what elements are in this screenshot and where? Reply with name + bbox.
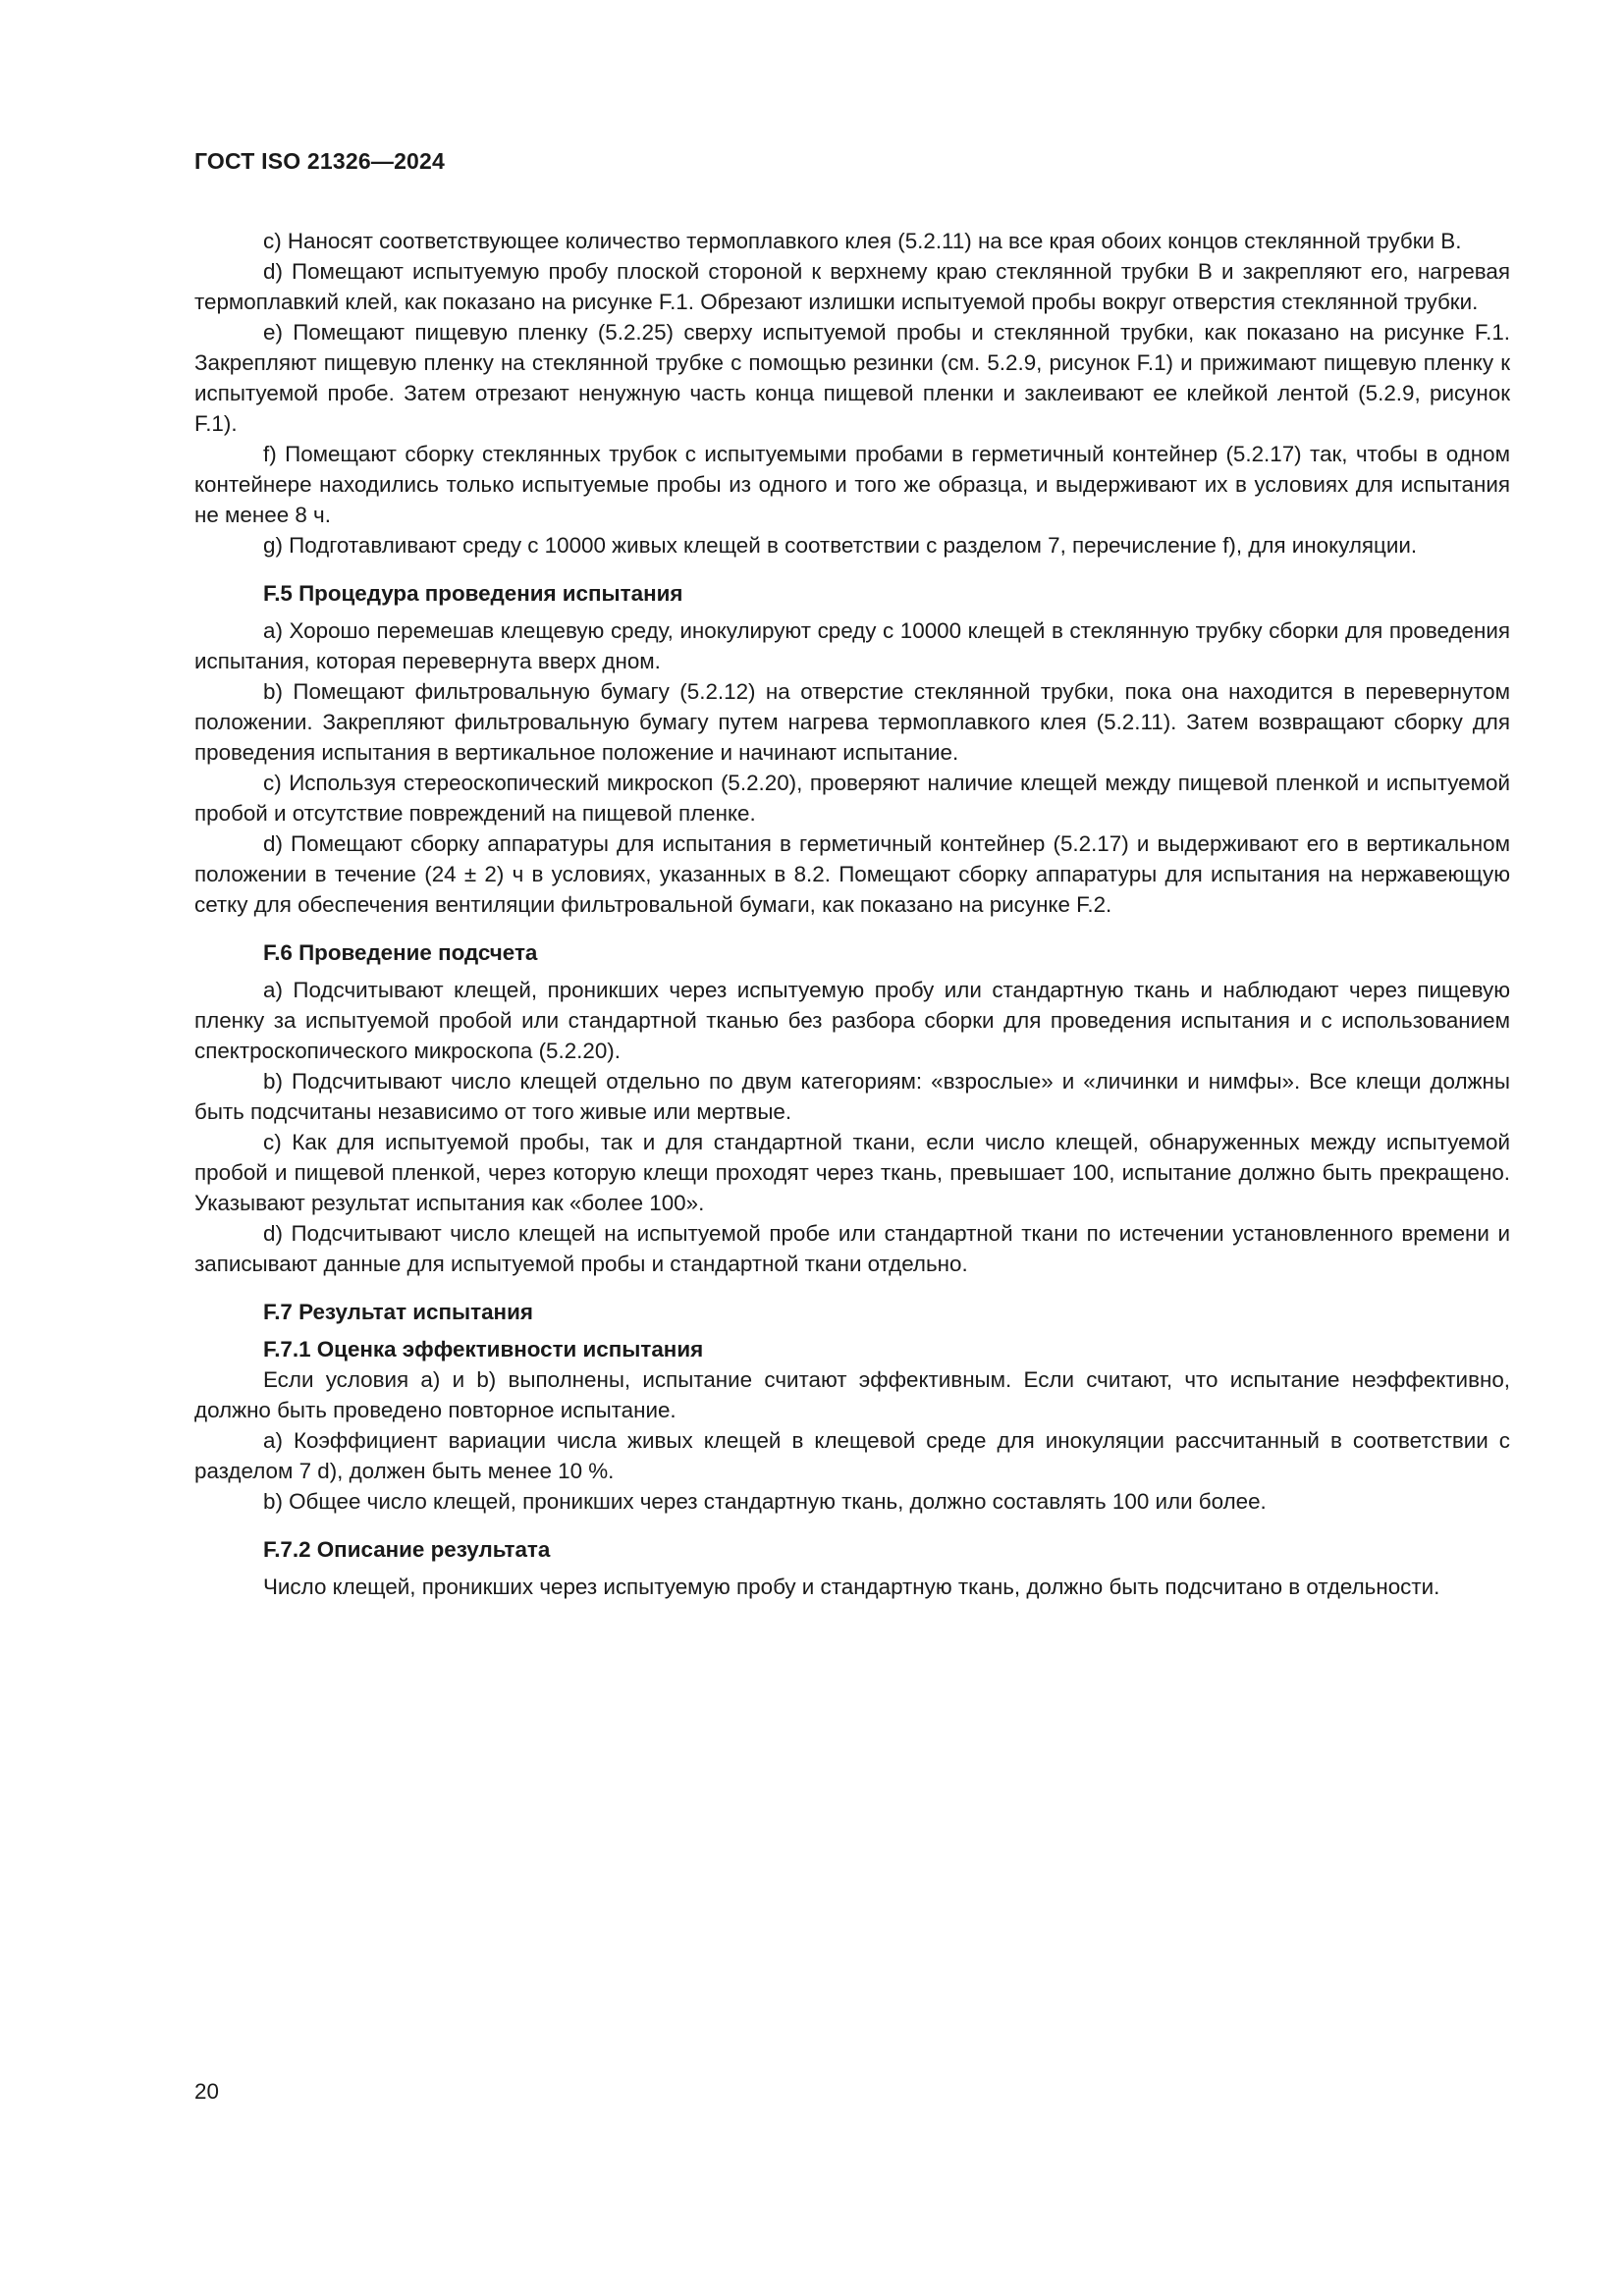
paragraph: Если условия a) и b) выполнены, испытание считают эффективным. Если считают, что испытание неэффективно, должно быть проведено повторное испытание.: [194, 1367, 1510, 1422]
paragraph: c) Используя стереоскопический микроскоп (5.2.20), проверяют наличие клещей между пищевой пленкой и испытуемой пробой и отсутствие повреждений на пищевой пленке.: [194, 771, 1510, 826]
paragraph: b) Помещают фильтровальную бумагу (5.2.12) на отверстие стеклянной трубки, пока она находится в перевернутом положении. Закрепляют фильтровальную бумагу путем нагрева термоплавкого клея (5.2.11). Затем возвращают сборку для проведения испытания в вертикальное положение и начинают испытание.: [194, 679, 1510, 765]
section-f6: [194, 937, 1510, 1279]
section-f5: [194, 578, 1510, 920]
paragraph: a) Хорошо перемешав клещевую среду, инокулируют среду с 10000 клещей в стеклянную трубку сборки для проведения испытания, которая перевернута вверх дном.: [194, 618, 1510, 673]
paragraph: f) Помещают сборку стеклянных трубок с испытуемыми пробами в герметичный контейнер (5.2.17) так, чтобы в одном контейнере находились только испытуемые пробы из одного и того же образца, и выдерживают их в условиях для испытания не менее 8 ч.: [194, 442, 1510, 527]
section-heading: F.7 Результат испытания: [263, 1300, 533, 1324]
paragraph: d) Помещают испытуемую пробу плоской стороной к верхнему краю стеклянной трубки В и закрепляют его, нагревая термоплавкий клей, как показано на рисунке F.1. Обрезают излишки испытуемой пробы вокруг отверстия стеклянной трубки.: [194, 259, 1510, 314]
paragraph: d) Помещают сборку аппаратуры для испытания в герметичный контейнер (5.2.17) и выдерживают его в вертикальном положении в течение (24 ± 2) ч в условиях, указанных в 8.2. Помещают сборку аппаратуры для испытания на нержавеющую сетку для обеспечения вентиляции фильтровальной бумаги, как показано на рисунке F.2.: [194, 831, 1510, 917]
section-heading: F.5 Процедура проведения испытания: [263, 581, 683, 606]
paragraph: Число клещей, проникших через испытуемую пробу и стандартную ткань, должно быть подсчитано в отдельности.: [263, 1575, 1440, 1599]
paragraph: c) Как для испытуемой пробы, так и для стандартной ткани, если число клещей, обнаруженных между испытуемой пробой и пищевой пленкой, через которую клещи проходят через ткань, превышает 100, испытание должно быть прекращено. Указывают результат испытания как «более 100».: [194, 1130, 1510, 1215]
page-number: 20: [194, 2079, 219, 2104]
paragraph: g) Подготавливают среду с 10000 живых клещей в соответствии с разделом 7, перечисление f), для инокуляции.: [263, 533, 1418, 558]
paragraph: b) Подсчитывают число клещей отдельно по двум категориям: «взрослые» и «личинки и нимфы». Все клещи должны быть подсчитаны независимо от того живые или мертвые.: [194, 1069, 1510, 1124]
subsection-heading: F.7.2 Описание результата: [263, 1537, 551, 1562]
paragraph: a) Коэффициент вариации числа живых клещей в клещевой среде для инокуляции рассчитанный в соответствии с разделом 7 d), должен быть менее 10 %.: [194, 1428, 1510, 1483]
paragraph: a) Подсчитывают клещей, проникших через испытуемую пробу или стандартную ткань и наблюдают через пищевую пленку за испытуемой пробой или стандартной тканью без разбора сборки для проведения испытания и с использованием спектроскопического микроскопа (5.2.20).: [194, 978, 1510, 1063]
section-f7: [194, 1297, 1510, 1602]
paragraph: e) Помещают пищевую пленку (5.2.25) сверху испытуемой пробы и стеклянной трубки, как показано на рисунке F.1. Закрепляют пищевую пленку на стеклянной трубке с помощью резинки (см. 5.2.9, рисунок F.1) и прижимают пищевую пленку к испытуемой пробе. Затем отрезают ненужную часть конца пищевой пленки и заклеивают ее клейкой лентой (5.2.9, рисунок F.1).: [194, 320, 1510, 436]
paragraph: b) Общее число клещей, проникших через стандартную ткань, должно составлять 100 или более.: [263, 1489, 1267, 1514]
document-header: ГОСТ ISO 21326—2024: [194, 148, 446, 174]
subsection-heading: F.7.1 Оценка эффективности испытания: [263, 1337, 704, 1362]
paragraph: c) Наносят соответствующее количество термоплавкого клея (5.2.11) на все края обоих концов стеклянной трубки В.: [263, 229, 1462, 253]
section-heading: F.6 Проведение подсчета: [263, 940, 538, 965]
subsection-f72: [194, 1534, 1510, 1602]
subsection-f71: [194, 1334, 1510, 1517]
intro-items: [194, 226, 1510, 561]
document-body: [194, 226, 1510, 1602]
paragraph: d) Подсчитывают число клещей на испытуемой пробе или стандартной ткани по истечении установленного времени и записывают данные для испытуемой пробы и стандартной ткани отдельно.: [194, 1221, 1510, 1276]
